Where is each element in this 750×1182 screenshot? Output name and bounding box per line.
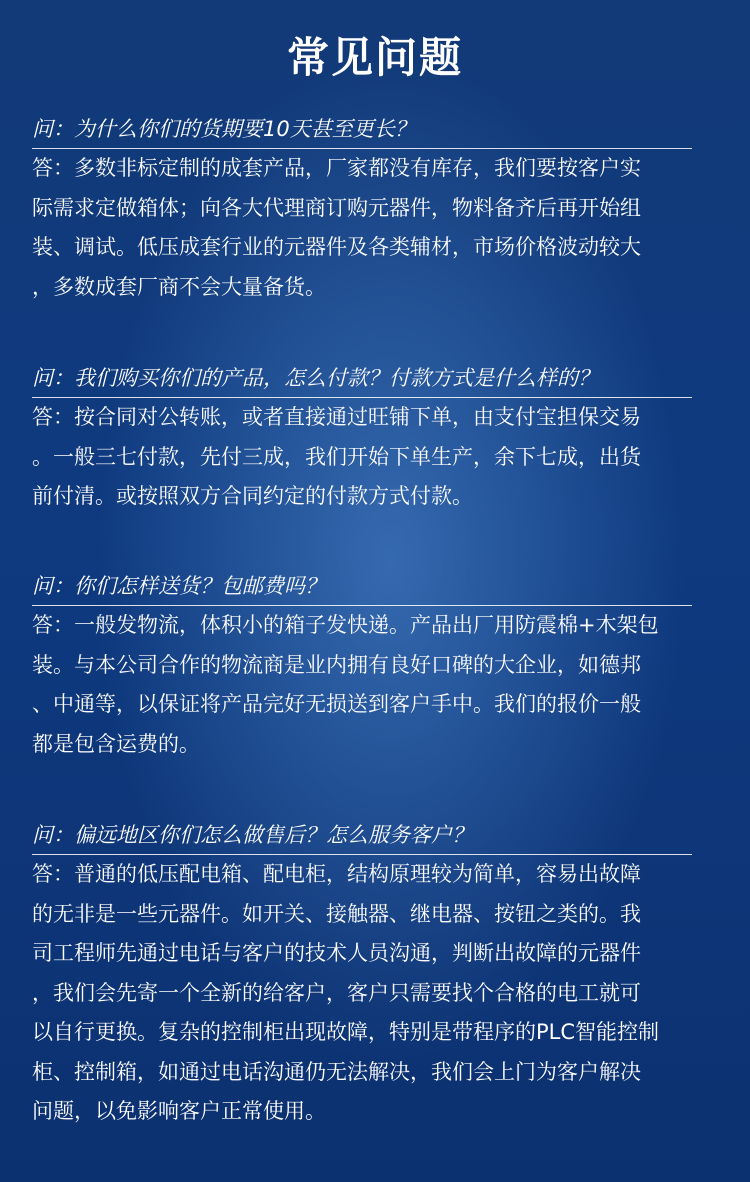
answer-line: 以自行更换。复杂的控制柜出现故障，特别是带程序的PLC智能控制 (32, 1020, 660, 1044)
answer-line: 前付清。或按照双方合同约定的付款方式付款。 (32, 484, 473, 508)
faq-item-shipping (32, 569, 720, 764)
faq-question: 问：偏远地区你们怎么做售后？怎么服务客户？ (32, 823, 473, 847)
answer-line: 答：一般发物流，体积小的箱子发快递。产品出厂用防震棉+木架包 (32, 613, 659, 637)
answer-line: 都是包含运费的。 (32, 731, 200, 756)
faq-question: 问：我们购买你们的产品，怎么付款？付款方式是什么样的？ (32, 366, 599, 390)
faq-answer (32, 398, 720, 517)
answer-line: 答：按合同对公转账，或者直接通过旺铺下单，由支付宝担保交易 (32, 405, 641, 429)
answer-line: 的无非是一些元器件。如开关、接触器、继电器、按钮之类的。我 (32, 901, 641, 926)
faq-item-payment (32, 361, 720, 517)
answer-line: 答：普通的低压配电箱、配电柜，结构原理较为简单，容易出故障 (32, 862, 641, 886)
answer-line: 、中通等，以保证将产品完好无损送到客户手中。我们的报价一般 (32, 692, 641, 716)
faq-answer (32, 606, 720, 764)
answer-line: 装、调试。低压成套行业的元器件及各类辅材，市场价格波动较大 (32, 235, 641, 259)
answer-line: 。一般三七付款，先付三成，我们开始下单生产，余下七成，出货 (32, 444, 641, 469)
answer-line: ，我们会先寄一个全新的给客户，客户只需要找个合格的电工就可 (32, 980, 641, 1005)
answer-line: 司工程师先通过电话与客户的技术人员沟通，判断出故障的元器件 (32, 941, 641, 965)
faq-question: 问：为什么你们的货期要10天甚至更长？ (32, 117, 416, 141)
answer-line: 柜、控制箱，如通过电话沟通仍无法解决，我们会上门为客户解决 (32, 1059, 641, 1084)
answer-line: 际需求定做箱体；向各大代理商订购元器件，物料备齐后再开始组 (32, 195, 641, 220)
answer-line: 答：多数非标定制的成套产品，厂家都没有库存，我们要按客户实 (32, 156, 641, 180)
page-title: 常见问题 (286, 33, 463, 82)
faq-answer (32, 149, 720, 307)
faq-item-delivery-time (32, 112, 720, 307)
faq-item-after-sales (32, 818, 720, 1132)
faq-question: 问：你们怎样送货？包邮费吗？ (32, 574, 326, 598)
answer-line: ，多数成套厂商不会大量备货。 (32, 274, 326, 299)
faq-answer (32, 855, 720, 1132)
answer-line: 问题，以免影响客户正常使用。 (32, 1099, 326, 1123)
answer-line: 装。与本公司合作的物流商是业内拥有良好口碑的大企业，如德邦 (32, 652, 641, 677)
